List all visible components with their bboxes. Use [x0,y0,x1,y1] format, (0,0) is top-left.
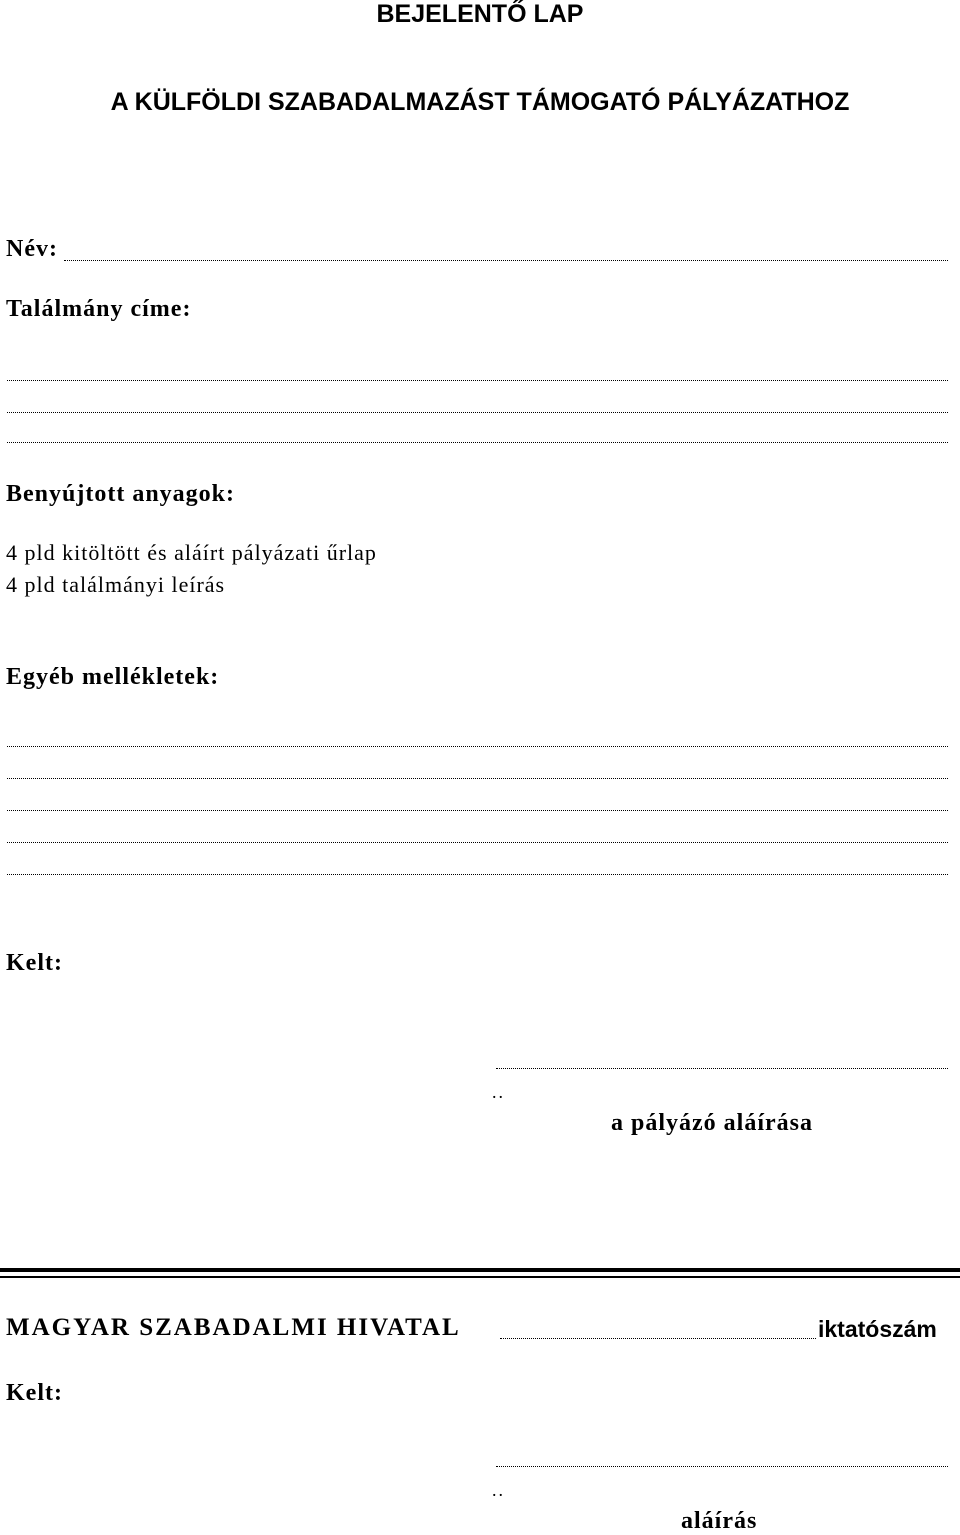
registration-number-label: iktatószám [818,1316,937,1342]
name-label: Név: [6,236,58,262]
submitted-item: 4 pld kitöltött és aláírt pályázati űrlap [6,540,377,565]
office-signature-dots-tail: .. [492,1480,505,1500]
office-signature-caption: aláírás [681,1508,758,1534]
other-attachments-line-5[interactable] [7,874,948,875]
other-attachments-line-4[interactable] [7,842,948,843]
submitted-item: 4 pld találmányi leírás [6,572,226,597]
invention-title-line-1[interactable] [7,380,948,381]
submitted-materials-label: Benyújtott anyagok: [6,481,236,507]
date-label: Kelt: [6,950,63,976]
office-name: MAGYAR SZABADALMI HIVATAL [6,1314,461,1341]
separator-rule-thin [0,1276,960,1278]
invention-title-line-3[interactable] [7,442,948,443]
applicant-signature-dots-tail: .. [492,1082,505,1102]
other-attachments-label: Egyéb mellékletek: [6,664,220,690]
applicant-signature-caption: a pályázó aláírása [611,1110,813,1136]
registration-number-field[interactable] [500,1338,816,1339]
other-attachments-line-1[interactable] [7,746,948,747]
name-field[interactable] [64,260,948,261]
office-signature-field[interactable] [496,1466,948,1467]
other-attachments-line-2[interactable] [7,778,948,779]
applicant-signature-field[interactable] [496,1068,948,1069]
form-subtitle: A KÜLFÖLDI SZABADALMAZÁST TÁMOGATÓ PÁLYÁZATHOZ [110,88,850,116]
other-attachments-line-3[interactable] [7,810,948,811]
separator-rule-thick [0,1268,960,1272]
invention-title-label: Találmány címe: [6,296,192,322]
invention-title-line-2[interactable] [7,412,948,413]
office-date-label: Kelt: [6,1380,63,1406]
form-title: BEJELENTŐ LAP [376,0,584,28]
